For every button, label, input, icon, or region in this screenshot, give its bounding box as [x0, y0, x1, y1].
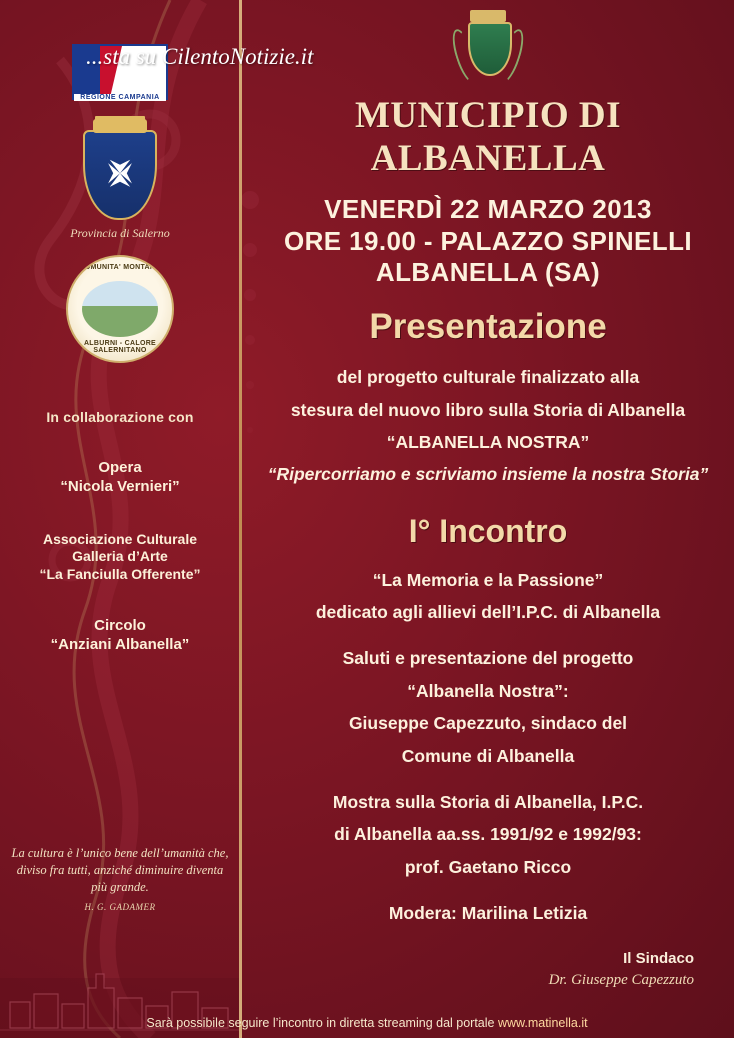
collaboration-heading: In collaborazione con [46, 409, 194, 425]
event-date: VENERDÌ 22 MARZO 2013 [324, 194, 652, 224]
moderator: Modera: Marilina Letizia [388, 903, 588, 924]
culture-quote [8, 845, 232, 913]
mostra-block [256, 786, 720, 883]
comune-di-albanella-crest [456, 10, 520, 86]
incontro-audience: dedicato agli allievi dell’I.P.C. di Albanella [315, 602, 661, 623]
collaborator-associazione-line1: Associazione Culturale [42, 530, 198, 547]
provincia-di-salerno-logo [60, 130, 180, 241]
presentation-heading: Presentazione [369, 307, 607, 347]
event-datetime-block [256, 194, 720, 289]
right-column [242, 0, 734, 1038]
mostra-line2: di Albanella aa.ss. 1991/92 e 1992/93: [334, 824, 642, 845]
incontro-heading: I° Incontro [408, 512, 568, 549]
collaborator-opera-line1: Opera [98, 459, 142, 476]
signature-name: Dr. Giuseppe Capezzuto [548, 971, 694, 988]
saluti-block [256, 642, 720, 772]
collaborator-circolo-line1: Circolo [94, 617, 146, 634]
comunita-landscape-icon [82, 281, 158, 337]
page-title: MUNICIPIO DI ALBANELLA [354, 95, 622, 179]
incontro-details [256, 564, 720, 629]
site-watermark: ...sta su CilentoNotizie.it [86, 44, 314, 69]
collaborator-associazione [10, 531, 230, 584]
comunita-arc-bottom: ALBURNI - CALORE SALERNITANO [83, 340, 157, 354]
project-line2: stesura del nuovo libro sulla Storia di Albanella [290, 399, 686, 420]
project-description [256, 361, 720, 491]
collaborator-opera [10, 459, 230, 497]
streaming-note [0, 1016, 734, 1030]
collaborator-associazione-line3: “La Fanciulla Offerente” [39, 565, 201, 582]
culture-quote-attribution: H. G. GADAMER [84, 901, 156, 912]
event-time-venue: ORE 19.00 - PALAZZO SPINELLI [283, 225, 692, 256]
crown-icon [93, 119, 147, 133]
maltese-cross-icon [103, 156, 137, 190]
project-subtitle: “Ripercorriamo e scriviamo insieme la nostra Storia” [267, 464, 709, 485]
culture-quote-text: La cultura è l’unico bene dell’umanità che, diviso fra tutti, anziché diminuire diventa più grande. [11, 846, 229, 894]
project-line1: del progetto culturale finalizzato alla [336, 367, 640, 388]
collaborator-associazione-line2: Galleria d’Arte [72, 548, 168, 564]
comunita-montana-logo [66, 255, 174, 363]
provincia-caption: Provincia di Salerno [70, 226, 170, 240]
collaborator-circolo-line2: “Anziani Albanella” [50, 635, 190, 653]
saluti-speaker: Giuseppe Capezzuto, sindaco del [348, 713, 628, 734]
collaborator-opera-line2: “Nicola Vernieri” [60, 477, 180, 495]
streaming-url[interactable]: www.matinella.it [497, 1016, 588, 1030]
incontro-theme: “La Memoria e la Passione” [372, 569, 604, 590]
collaborator-circolo [10, 617, 230, 655]
provincia-shield-icon [83, 130, 157, 220]
saluti-speaker-org: Comune di Albanella [401, 745, 575, 766]
mostra-speaker: prof. Gaetano Ricco [404, 856, 572, 877]
regione-campania-caption: REGIONE CAMPANIA [74, 94, 166, 101]
left-column [0, 0, 240, 1038]
project-book-title: “ALBANELLA NOSTRA” [386, 431, 590, 452]
saluti-line1: Saluti e presentazione del progetto [342, 648, 634, 669]
signature-role: Il Sindaco [623, 950, 694, 968]
saluti-line2: “Albanella Nostra”: [407, 680, 569, 701]
comunita-arc-top: COMUNITA' MONTANA [79, 264, 161, 271]
signature-block [256, 949, 720, 990]
crest-crown-icon [470, 10, 506, 22]
mostra-line1: Mostra sulla Storia di Albanella, I.P.C. [332, 791, 644, 812]
streaming-text: Sarà possibile seguire l’incontro in diretta streaming dal portale [146, 1016, 498, 1030]
event-city: ALBANELLA (SA) [375, 257, 601, 288]
